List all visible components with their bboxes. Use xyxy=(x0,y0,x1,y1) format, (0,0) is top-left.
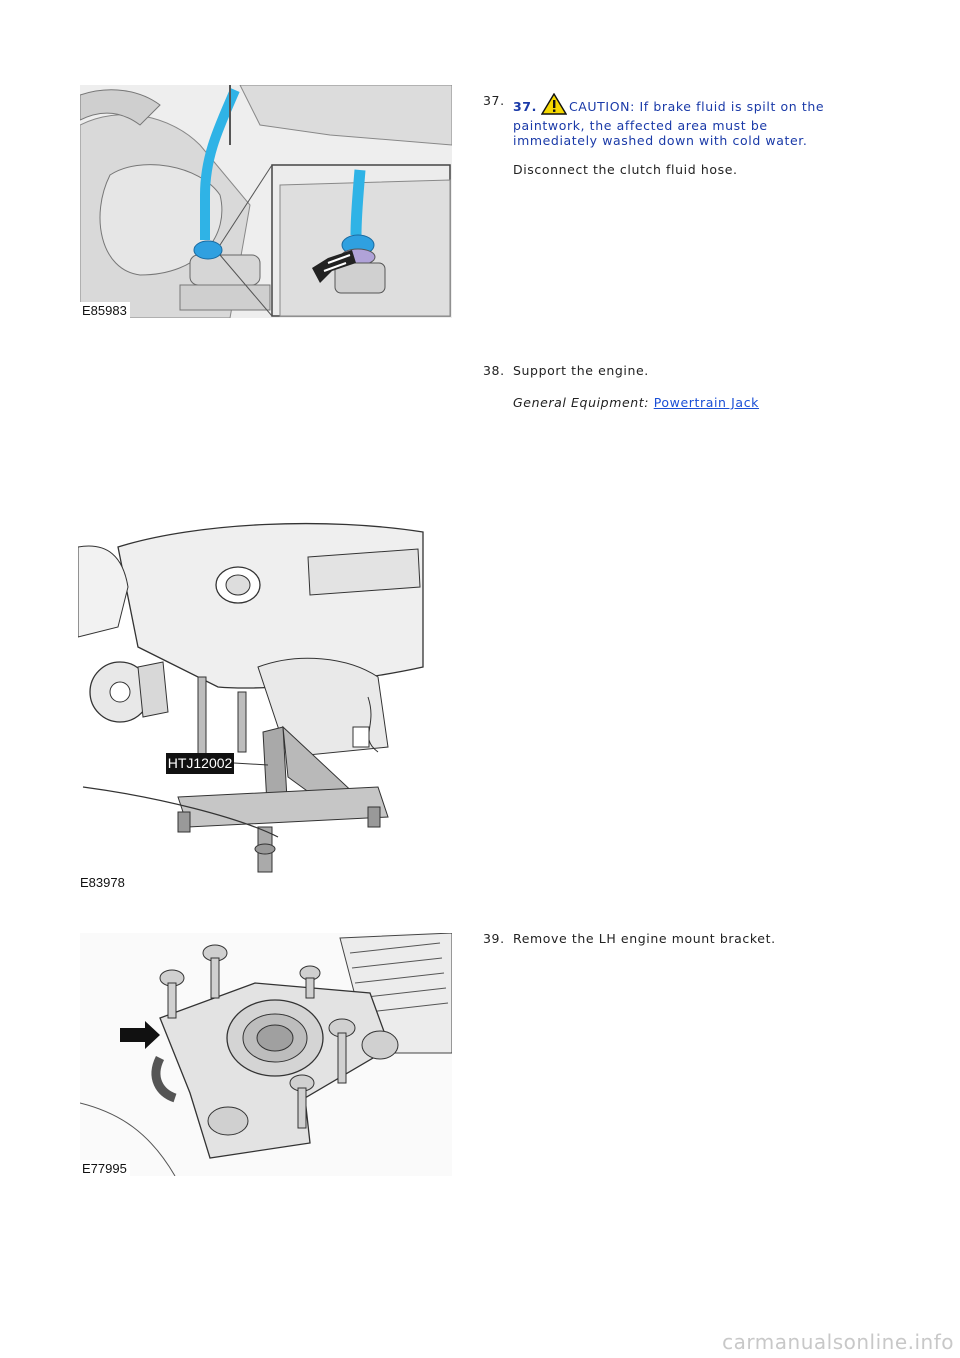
jack-callout-label: HTJ12002 xyxy=(167,755,233,771)
figure-code: E83978 xyxy=(78,874,128,890)
powertrain-jack-link[interactable]: Powertrain Jack xyxy=(653,395,760,410)
step-instruction: Remove the LH engine mount bracket. xyxy=(513,931,776,946)
step-number: 38. xyxy=(483,363,505,378)
figure-engine-mount-bracket xyxy=(80,933,452,1176)
step-instruction: Disconnect the clutch fluid hose. xyxy=(513,162,738,177)
footer-watermark: carmanualsonline.info xyxy=(722,1330,954,1354)
equipment-label: General Equipment: xyxy=(513,395,650,410)
figure-powertrain-jack xyxy=(78,517,452,890)
caution-step-number: 37. xyxy=(513,99,537,114)
caution-note xyxy=(513,93,853,148)
step-number: 39. xyxy=(483,931,505,946)
step-number: 37. xyxy=(483,93,505,108)
warning-triangle-icon xyxy=(541,93,567,118)
figure-code: E85983 xyxy=(80,302,130,318)
caution-text: CAUTION: If brake fluid is spilt on the paintwork, the affected area must be immediately washed down with cold water. xyxy=(513,99,825,148)
figure-clutch-hose xyxy=(80,85,452,318)
figure-code: E77995 xyxy=(80,1160,130,1176)
step-instruction: Support the engine. xyxy=(513,363,649,378)
equipment-line xyxy=(513,395,853,410)
